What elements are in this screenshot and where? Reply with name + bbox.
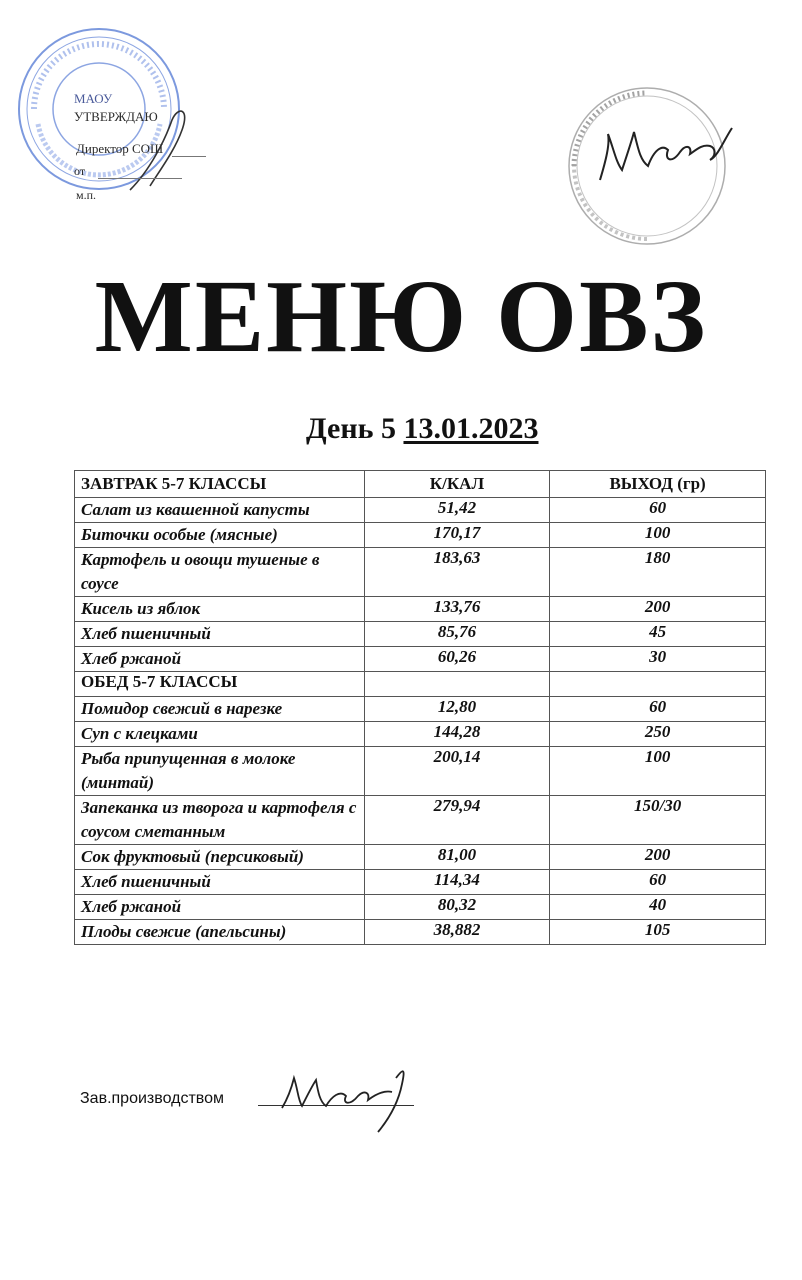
approval-title: УТВЕРЖДАЮ bbox=[74, 109, 158, 124]
approval-director: Директор СОШ bbox=[76, 141, 164, 156]
dish-output: 60 bbox=[550, 697, 766, 722]
table-row bbox=[75, 796, 766, 845]
dish-kcal: 133,76 bbox=[364, 597, 549, 622]
table-row bbox=[75, 895, 766, 920]
table-row bbox=[75, 622, 766, 647]
section-label: ОБЕД 5-7 КЛАССЫ bbox=[75, 672, 365, 697]
approval-mp: м.п. bbox=[76, 188, 97, 202]
dish-name: Плоды свежие (апельсины) bbox=[75, 920, 365, 945]
dish-output: 105 bbox=[550, 920, 766, 945]
dish-name: Хлеб пшеничный bbox=[75, 870, 365, 895]
dish-name: Салат из квашенной капусты bbox=[75, 498, 365, 523]
header-kcal: К/КАЛ bbox=[364, 471, 549, 498]
dish-kcal: 80,32 bbox=[364, 895, 549, 920]
dish-output: 250 bbox=[550, 722, 766, 747]
dish-kcal: 38,882 bbox=[364, 920, 549, 945]
dish-kcal: 183,63 bbox=[364, 548, 549, 597]
section-empty bbox=[550, 672, 766, 697]
table-row bbox=[75, 523, 766, 548]
dish-kcal: 12,80 bbox=[364, 697, 549, 722]
header-output: ВЫХОД (гр) bbox=[550, 471, 766, 498]
dish-output: 60 bbox=[550, 498, 766, 523]
dish-name: Запеканка из творога и картофеля с соусом сметанным bbox=[75, 796, 365, 845]
dish-output: 200 bbox=[550, 845, 766, 870]
dish-kcal: 200,14 bbox=[364, 747, 549, 796]
date-line bbox=[98, 178, 182, 179]
table-row bbox=[75, 845, 766, 870]
dish-kcal: 81,00 bbox=[364, 845, 549, 870]
dish-name: Хлеб ржаной bbox=[75, 647, 365, 672]
dish-output: 60 bbox=[550, 870, 766, 895]
page-title: МЕНЮ ОВЗ bbox=[94, 259, 708, 374]
dish-output: 180 bbox=[550, 548, 766, 597]
approval-org: МАОУ bbox=[74, 91, 113, 106]
dish-output: 150/30 bbox=[550, 796, 766, 845]
dish-kcal: 51,42 bbox=[364, 498, 549, 523]
footer-signature bbox=[268, 1060, 428, 1140]
dish-kcal: 279,94 bbox=[364, 796, 549, 845]
menu-table bbox=[74, 470, 766, 945]
table-row bbox=[75, 498, 766, 523]
dish-output: 100 bbox=[550, 747, 766, 796]
table-row bbox=[75, 747, 766, 796]
table-row bbox=[75, 647, 766, 672]
header-meal: ЗАВТРАК 5-7 КЛАССЫ bbox=[75, 471, 365, 498]
dish-name: Рыба припущенная в молоке (минтай) bbox=[75, 747, 365, 796]
table-row bbox=[75, 920, 766, 945]
dish-kcal: 85,76 bbox=[364, 622, 549, 647]
dish-name: Помидор свежий в нарезке bbox=[75, 697, 365, 722]
dish-name: Кисель из яблок bbox=[75, 597, 365, 622]
dish-kcal: 170,17 bbox=[364, 523, 549, 548]
director-line bbox=[172, 156, 206, 157]
table-row bbox=[75, 870, 766, 895]
dish-output: 200 bbox=[550, 597, 766, 622]
approval-date: от bbox=[74, 164, 86, 178]
table-row bbox=[75, 697, 766, 722]
day-label: День 5 bbox=[306, 412, 396, 445]
day-date: 13.01.2023 bbox=[403, 412, 539, 445]
dish-output: 100 bbox=[550, 523, 766, 548]
section-row bbox=[75, 672, 766, 697]
dish-name: Хлеб пшеничный bbox=[75, 622, 365, 647]
dish-output: 40 bbox=[550, 895, 766, 920]
dish-kcal: 60,26 bbox=[364, 647, 549, 672]
right-signature bbox=[592, 100, 742, 190]
table-row bbox=[75, 597, 766, 622]
dish-kcal: 144,28 bbox=[364, 722, 549, 747]
dish-name: Сок фруктовый (персиковый) bbox=[75, 845, 365, 870]
table-row bbox=[75, 722, 766, 747]
table-header-row bbox=[75, 471, 766, 498]
dish-output: 45 bbox=[550, 622, 766, 647]
dish-kcal: 114,34 bbox=[364, 870, 549, 895]
dish-name: Картофель и овощи тушеные в соусе bbox=[75, 548, 365, 597]
section-empty bbox=[364, 672, 549, 697]
day-heading bbox=[306, 412, 538, 446]
footer-label: Зав.производством bbox=[80, 1090, 224, 1107]
table-row bbox=[75, 548, 766, 597]
dish-name: Хлеб ржаной bbox=[75, 895, 365, 920]
dish-output: 30 bbox=[550, 647, 766, 672]
menu-body bbox=[75, 498, 766, 945]
dish-name: Суп с клецками bbox=[75, 722, 365, 747]
dish-name: Биточки особые (мясные) bbox=[75, 523, 365, 548]
